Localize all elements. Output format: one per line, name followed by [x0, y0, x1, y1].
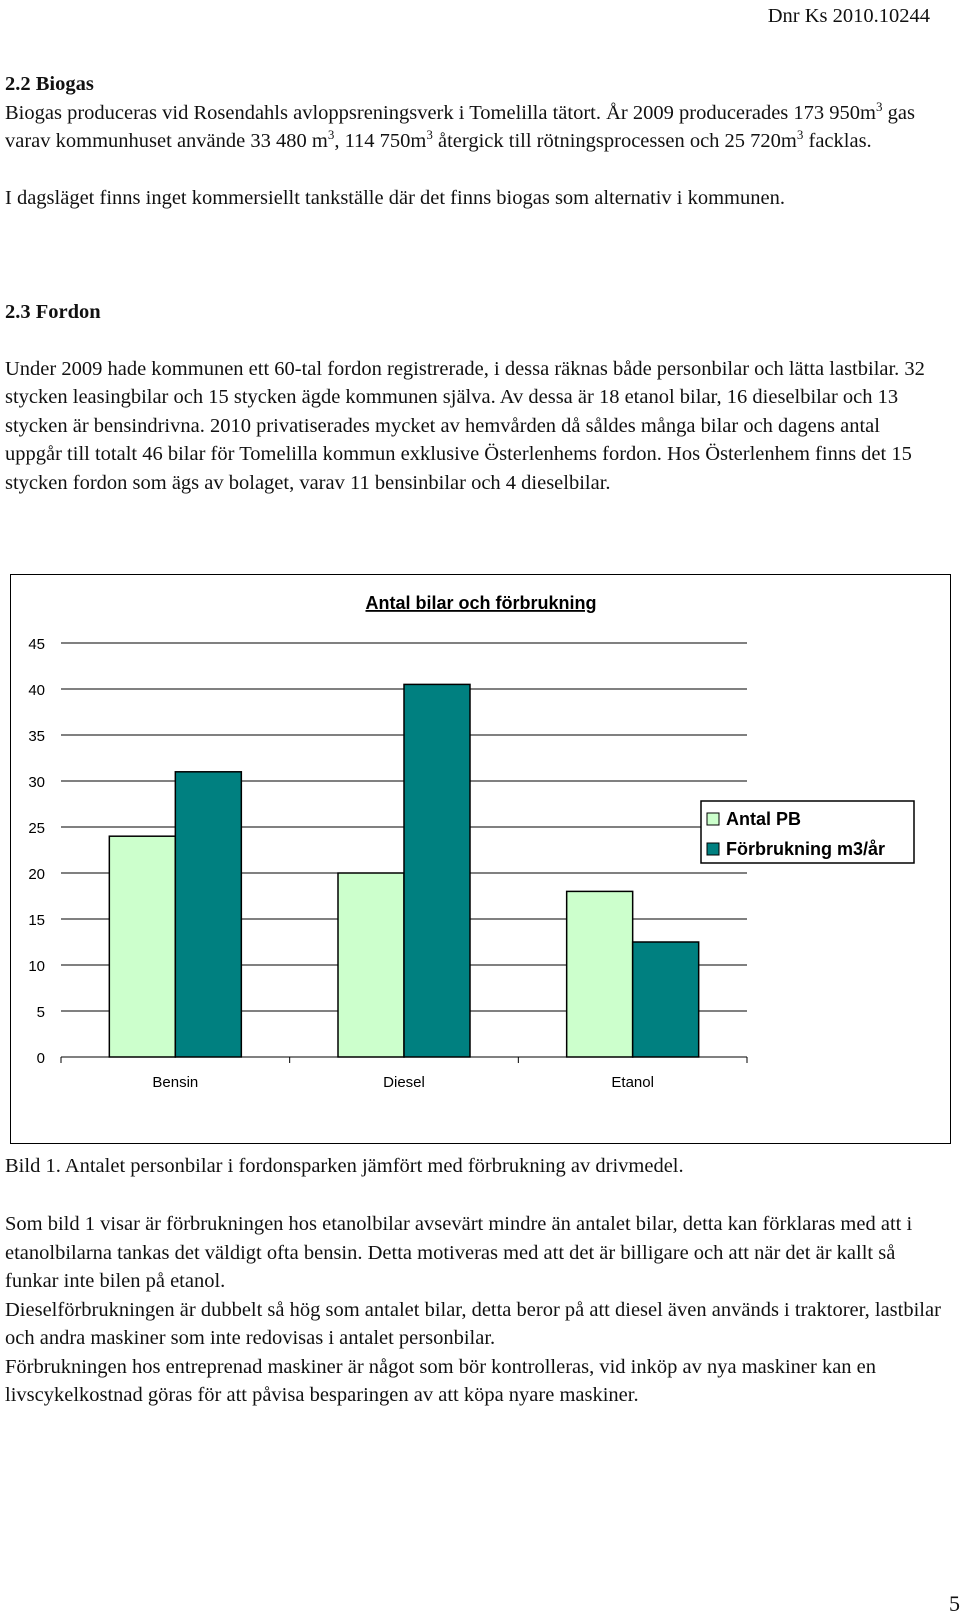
document-reference: Dnr Ks 2010.10244	[767, 5, 930, 27]
legend-label: Förbrukning m3/år	[726, 839, 886, 859]
section-fordon	[5, 298, 940, 497]
legend-swatch	[707, 843, 719, 855]
discussion-paragraph-3: Förbrukningen hos entreprenad maskiner är något som bör kontrolleras, vid inköp av nya maskiner kan en livscykelkostnad göras för att påvisa besparingen av att köpa nyare maskiner.	[5, 1355, 877, 1406]
section-heading-biogas: 2.2 Biogas	[5, 73, 94, 95]
x-category-label: Etanol	[611, 1074, 654, 1091]
fordon-paragraph: Under 2009 hade kommunen ett 60-tal fordon registrerade, i dessa räknas både personbilar och lätta lastbilar. 32 stycken leasingbilar och 15 stycken ägde kommunen själva. Av dessa är 18 etanol bilar, 16 dieselbilar och 13 stycken är bensindrivna. 2010 privatiserades mycket av hemvården då såldes många bilar och dagens antal uppgår till totalt 46 bilar för Tomelilla kommun exklusive Österlenhems fordon. Hos Österlenhem finns det 15 stycken fordon som ägs av bolaget, varav 11 bensinbilar och 4 dieselbilar.	[5, 357, 925, 494]
bar	[109, 836, 175, 1057]
section-biogas	[5, 70, 940, 212]
x-category-label: Diesel	[383, 1074, 425, 1091]
y-tick-label: 30	[28, 774, 45, 791]
y-tick-label: 45	[28, 636, 45, 653]
y-tick-label: 10	[28, 958, 45, 975]
y-tick-label: 35	[28, 728, 45, 745]
page-number: 5	[949, 1591, 960, 1616]
legend-swatch	[707, 813, 719, 825]
y-tick-label: 20	[28, 866, 45, 883]
y-tick-label: 0	[36, 1050, 45, 1067]
chart-title: Antal bilar och förbrukning	[365, 593, 597, 613]
legend-label: Antal PB	[726, 809, 802, 829]
bar	[567, 891, 633, 1057]
chart-discussion	[5, 1210, 950, 1410]
discussion-paragraph-2: Dieselförbrukningen är dubbelt så hög som antalet bilar, detta beror på att diesel även används i traktorer, lastbilar och andra maskiner som inte redovisas i antalet personbilar.	[5, 1298, 941, 1349]
biogas-paragraph-2: I dagsläget finns inget kommersiellt tankställe där det finns biogas som alternativ i kommunen.	[5, 186, 785, 209]
bar-chart	[10, 574, 951, 1144]
discussion-paragraph-1: Som bild 1 visar är förbrukningen hos etanolbilar avsevärt mindre än antalet bilar, detta kan förklaras med att i etanolbilarna tankas det väldigt ofta bensin. Detta motiveras med att det är billigare och att när det är kallt så funkar inte bilen på etanol.	[5, 1213, 913, 1292]
x-category-label: Bensin	[152, 1074, 199, 1091]
y-tick-label: 25	[28, 820, 45, 837]
y-tick-label: 15	[28, 912, 45, 929]
bar	[175, 772, 241, 1057]
biogas-paragraph-1: Biogas produceras vid Rosendahls avloppsreningsverk i Tomelilla tätort. År 2009 producerades 173 $950m^3$ gas varav kommunhuset använde 33 480 $m^3$, 114 $750m^3$ återgick till rötningsprocessen och 25 $720m^3$ facklas.	[5, 98, 915, 152]
bar	[633, 942, 699, 1057]
chart-canvas	[11, 575, 952, 1145]
bars	[109, 684, 698, 1057]
y-tick-label: 5	[36, 1004, 45, 1021]
figure-caption: Bild 1. Antalet personbilar i fordonsparken jämfört med förbrukning av drivmedel.	[5, 1155, 684, 1177]
y-tick-label: 40	[28, 682, 45, 699]
legend	[701, 801, 914, 863]
bar	[338, 873, 404, 1057]
section-heading-fordon: 2.3 Fordon	[5, 301, 101, 323]
bar	[404, 684, 470, 1057]
